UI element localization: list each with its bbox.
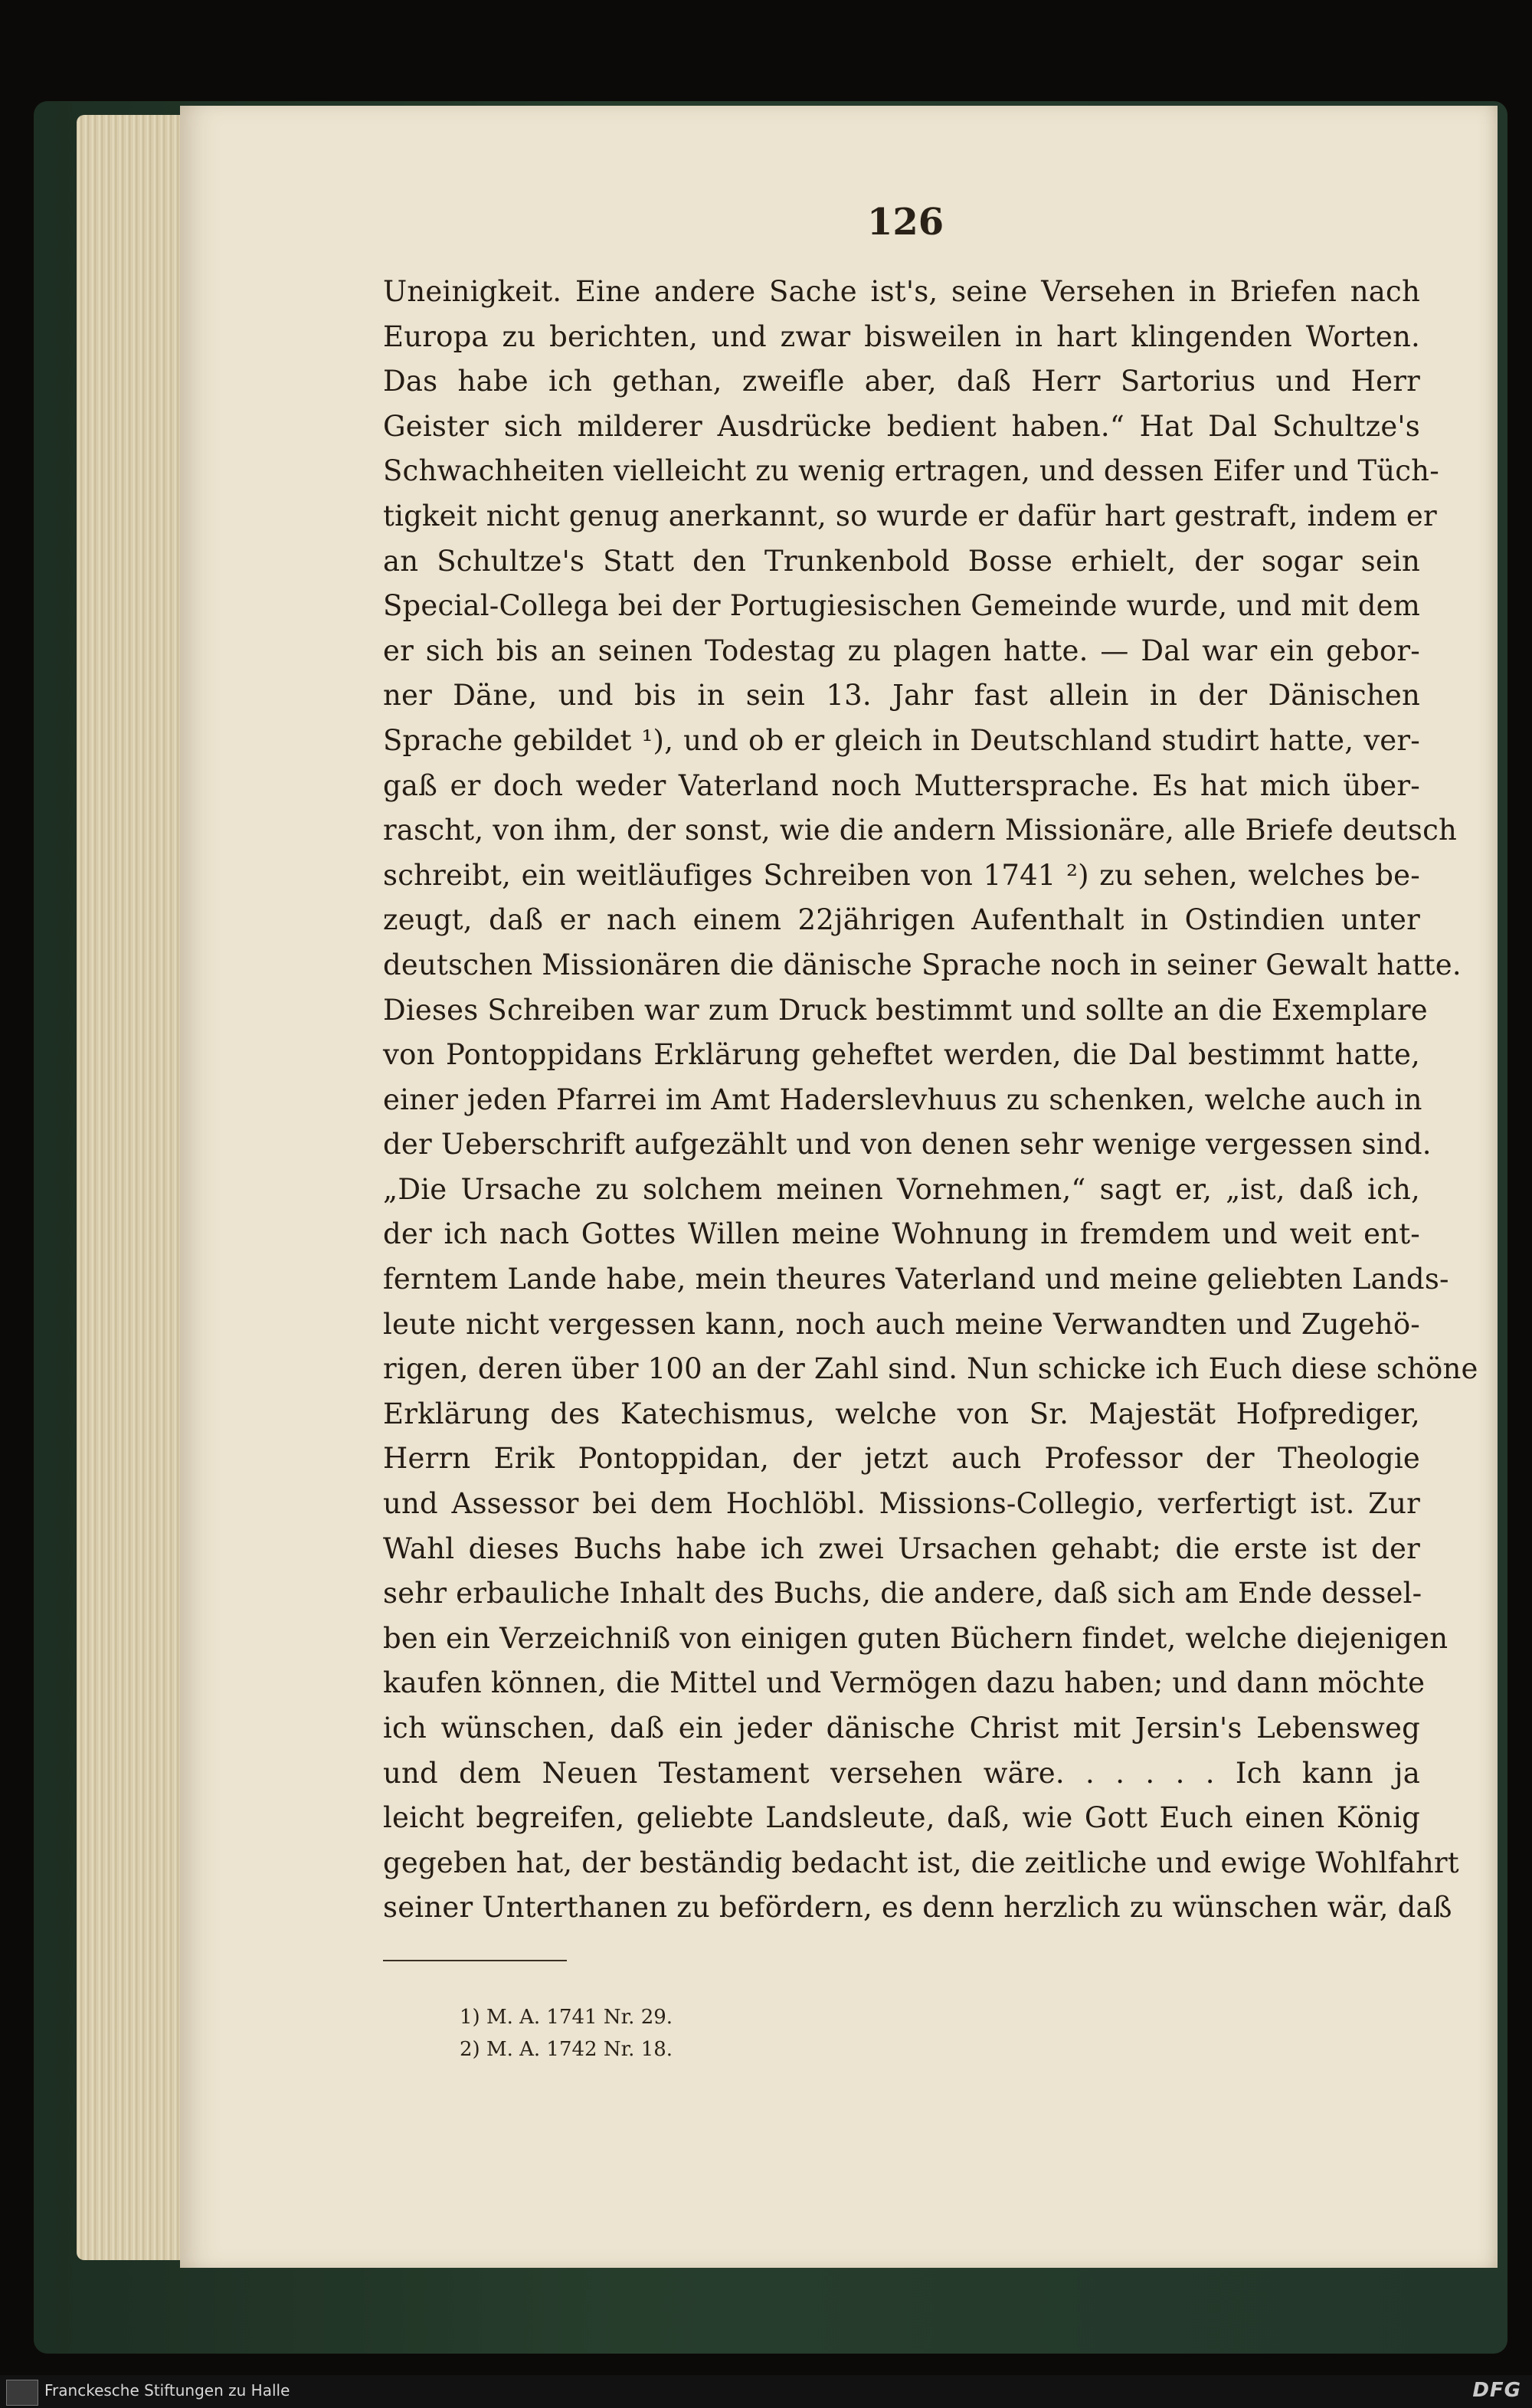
text-line: an Schultze's Statt den Trunkenbold Bosse erhielt, der sogar sein	[383, 544, 1420, 578]
text-line: Geister sich milderer Ausdrücke bedient haben.“ Hat Dal Schultze's	[383, 409, 1420, 443]
footnote-divider	[383, 1960, 567, 1961]
page-edges	[77, 115, 192, 2260]
text-line: kaufen können, die Mittel und Vermögen dazu haben; und dann möchte	[383, 1666, 1426, 1700]
text-line: tigkeit nicht genug anerkannt, so wurde er dafür hart gestraft, indem er	[383, 499, 1437, 532]
text-line: leicht begreifen, geliebte Landsleute, daß, wie Gott Euch einen König	[383, 1801, 1420, 1835]
text-line: einer jeden Pfarrei im Amt Haderslevhuus zu schenken, welche auch in	[383, 1083, 1422, 1116]
text-line: Wahl dieses Buchs habe ich zwei Ursachen gehabt; die erste ist der	[383, 1532, 1420, 1565]
institution-name[interactable]: Franckesche Stiftungen zu Halle	[44, 2381, 290, 2400]
text-line: zeugt, daß er nach einem 22jährigen Aufenthalt in Ostindien unter	[383, 903, 1420, 937]
text-line: ferntem Lande habe, mein theures Vaterland und meine geliebten Lands-	[383, 1263, 1449, 1296]
text-line: er sich bis an seinen Todestag zu plagen hatte. — Dal war ein gebor-	[383, 634, 1420, 667]
text-line: gaß er doch weder Vaterland noch Muttersprache. Es hat mich über-	[383, 768, 1420, 802]
footnote: 2) M. A. 1742 Nr. 18.	[460, 2038, 673, 2061]
text-line: Sprache gebildet ¹), und ob er gleich in Deutschland studirt hatte, ver-	[383, 723, 1420, 757]
text-line: sehr erbauliche Inhalt des Buchs, die andere, daß sich am Ende dessel-	[383, 1577, 1422, 1610]
text-line: der Ueberschrift aufgezählt und von denen sehr wenige vergessen sind.	[383, 1128, 1432, 1161]
text-line: rascht, von ihm, der sonst, wie die andern Missionäre, alle Briefe deutsch	[383, 814, 1458, 847]
text-line: deutschen Missionären die dänische Sprache noch in seiner Gewalt hatte.	[383, 948, 1462, 981]
text-line: „Die Ursache zu solchem meinen Vornehmen,“ sagt er, „ist, daß ich,	[383, 1172, 1420, 1206]
dfg-logo[interactable]: DFG	[1472, 2379, 1521, 2402]
text-line: ner Däne, und bis in sein 13. Jahr fast allein in der Dänischen	[383, 679, 1420, 713]
text-line: Erklärung des Katechismus, welche von Sr. Majestät Hofprediger,	[383, 1397, 1420, 1430]
text-line: Dieses Schreiben war zum Druck bestimmt und sollte an die Exemplare	[383, 993, 1428, 1027]
text-line: Europa zu berichten, und zwar bisweilen in hart klingenden Worten.	[383, 319, 1420, 353]
text-line: rigen, deren über 100 an der Zahl sind. Nun schicke ich Euch diese schöne	[383, 1352, 1478, 1386]
text-line: gegeben hat, der beständig bedacht ist, die zeitliche und ewige Wohlfahrt	[383, 1846, 1459, 1879]
text-line: Special-Collega bei der Portugiesischen Gemeinde wurde, und mit dem	[383, 589, 1420, 623]
text-line: seiner Unterthanen zu befördern, es denn herzlich zu wünschen wär, daß	[383, 1891, 1452, 1925]
text-line: und dem Neuen Testament versehen wäre. . . . . . Ich kann ja	[383, 1756, 1420, 1790]
text-line: der ich nach Gottes Willen meine Wohnung in fremdem und weit ent-	[383, 1217, 1420, 1251]
text-line: und Assessor bei dem Hochlöbl. Missions-Collegio, verfertigt ist. Zur	[383, 1487, 1420, 1521]
text-line: ich wünschen, daß ein jeder dänische Christ mit Jersin's Lebensweg	[383, 1712, 1420, 1745]
text-line: schreibt, ein weitläufiges Schreiben von 1741 ²) zu sehen, welches be-	[383, 858, 1420, 892]
page-number: 126	[867, 201, 944, 244]
text-line: ben ein Verzeichniß von einigen guten Büchern findet, welche diejenigen	[383, 1621, 1449, 1655]
footnote: 1) M. A. 1741 Nr. 29.	[460, 2006, 673, 2029]
text-line: leute nicht vergessen kann, noch auch meine Verwandten und Zugehö-	[383, 1307, 1420, 1341]
text-line: Schwachheiten vielleicht zu wenig ertragen, und dessen Eifer und Tüch-	[383, 454, 1439, 488]
text-line: Das habe ich gethan, zweifle aber, daß Herr Sartorius und Herr	[383, 365, 1420, 398]
text-line: von Pontoppidans Erklärung geheftet werden, die Dal bestimmt hatte,	[383, 1038, 1420, 1072]
body-text	[383, 270, 1478, 1931]
viewer-footer	[0, 2375, 1532, 2408]
footnotes	[460, 2001, 673, 2066]
institution-logo-icon	[6, 2380, 38, 2406]
text-line: Uneinigkeit. Eine andere Sache ist's, seine Versehen in Briefen nach	[383, 275, 1420, 308]
text-line: Herrn Erik Pontoppidan, der jetzt auch Professor der Theologie	[383, 1442, 1420, 1476]
